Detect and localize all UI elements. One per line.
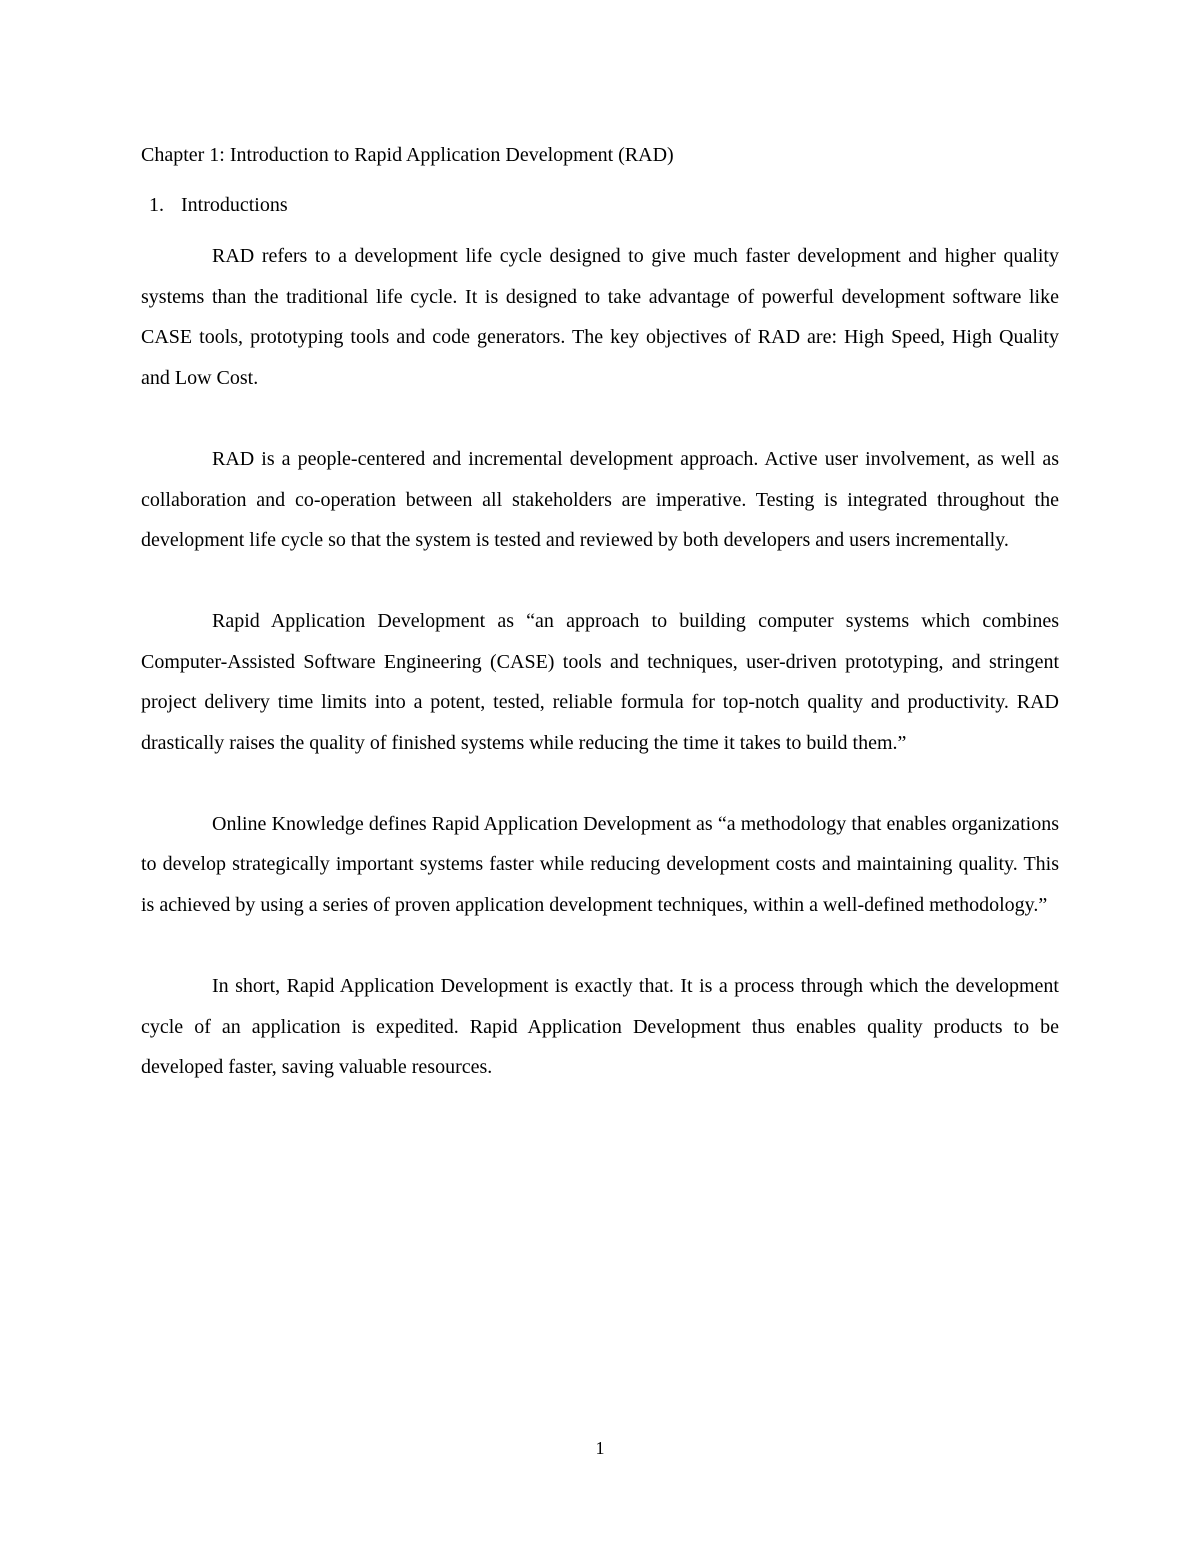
- paragraph-approach-quote: Rapid Application Development as “an approach to building computer systems which combines Computer-Assisted Software Engineering (CASE) tools and techniques, user-driven prototyping, and stringent project delivery time limits into a potent, tested, reliable formula for top-notch quality and productivity. RAD drastically raises the quality of finished systems while reducing the time it takes to build them.”: [141, 609, 1059, 755]
- paragraph-online-knowledge: Online Knowledge defines Rapid Application Development as “a methodology that enables organizations to develop strategically important systems faster while reducing development costs and maintaining quality. This is achieved by using a series of proven application development techniques, within a well-defined methodology.”: [141, 812, 1059, 917]
- section-number: 1.: [149, 194, 164, 216]
- page-number: 1: [595, 1438, 605, 1458]
- paragraph-in-short: In short, Rapid Application Development is exactly that. It is a process through which the development cycle of an application is expedited. Rapid Application Development thus enables quality products to be developed faster, saving valuable resources.: [141, 974, 1059, 1079]
- paragraph-rad-definition: RAD refers to a development life cycle designed to give much faster development and higher quality systems than the traditional life cycle. It is designed to take advantage of powerful development software like CASE tools, prototyping tools and code generators. The key objectives of RAD are: High Speed, High Quality and Low Cost.: [141, 245, 1059, 390]
- paragraph-people-centered: RAD is a people-centered and incremental development approach. Active user involvement, as well as collaboration and co-operation between all stakeholders are imperative. Testing is integrated throughout the development life cycle so that the system is tested and reviewed by both developers and users incrementally.: [141, 447, 1059, 552]
- page-content: [141, 141, 1059, 1088]
- chapter-title: Chapter 1: Introduction to Rapid Application Development (RAD): [141, 144, 674, 166]
- section-title: Introductions: [181, 194, 288, 216]
- section-heading: [141, 191, 1059, 219]
